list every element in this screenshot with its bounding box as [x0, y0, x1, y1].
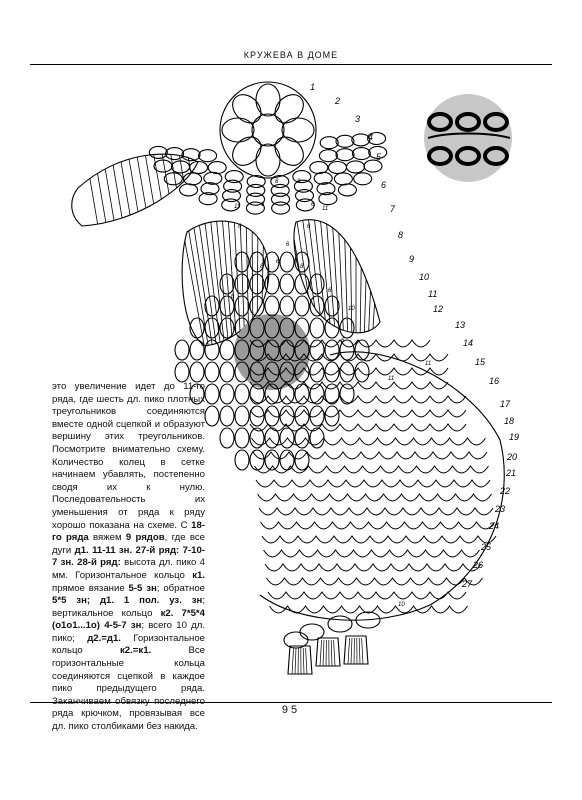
stitch-count-label: 11 [425, 361, 432, 367]
body-ring [205, 362, 219, 382]
net-scallop-row [261, 522, 495, 529]
body-ring [205, 406, 219, 426]
ring [319, 150, 337, 162]
flower-petal [256, 144, 280, 176]
row-number: 26 [473, 560, 484, 570]
body-text-run: ; обратное [156, 582, 205, 594]
stitch-count-label: 11 [388, 376, 395, 382]
feather-stroke [119, 150, 133, 232]
row-number: 17 [500, 399, 511, 409]
tassel-strand [331, 640, 332, 666]
wing-stroke [192, 215, 213, 350]
body-ring [220, 428, 234, 448]
row-number: 3 [355, 114, 361, 124]
stitch-count-label: 6 [286, 242, 290, 248]
net-scallop-row [262, 536, 496, 543]
tassel-strand [359, 638, 360, 664]
body-ring [310, 340, 324, 360]
tassel-strand [323, 640, 324, 666]
stitch-count-label: 6 [276, 259, 280, 265]
body-text-run: это увеличение идет до 11-го ряда, где шесть дл. пико плотных треугольников соединяются вместе одной сцепкой и образуют вершину этих треугольников. Посмотрите внимательно схему. Количество колец в сетке начинаем убавлять, постепенно сводя их к нулю. Последовательность их уменьшения от ряда к ряду хорошо показана на схеме. С [52, 381, 205, 531]
feather-stroke [136, 150, 150, 232]
body-ring [235, 384, 249, 404]
row-number: 7 [390, 204, 396, 214]
stitch-count-label: 10 [348, 306, 355, 312]
tassel-strand [348, 638, 350, 664]
body-ring [310, 296, 324, 316]
flower-outline [220, 82, 316, 178]
body-ring [325, 384, 339, 404]
net-scallop-row [256, 480, 490, 487]
ring [354, 173, 372, 185]
tassel-strand [351, 638, 352, 664]
net-scallop-row [250, 410, 466, 417]
row-number: 15 [475, 357, 486, 367]
row-number: 13 [455, 320, 466, 330]
body-ring [355, 362, 369, 382]
stitch-count-label: 6 [341, 338, 345, 344]
body-text-run: д1. 11-11 зн. 27-й ряд: 7-10-7 зн. 28-й ряд: [52, 544, 206, 569]
wing-stroke [320, 215, 332, 345]
body-ring [190, 318, 204, 338]
body-text-run: 9 рядов [125, 532, 165, 544]
body-text-run: 5-5 зн [128, 582, 157, 594]
ring [329, 162, 347, 174]
stitch-count-label: 8 [300, 264, 304, 270]
row-number: 10 [419, 272, 430, 282]
net-scallop-row [268, 592, 466, 599]
body-text-run: 18-го ряда [52, 519, 205, 544]
body-ring [235, 296, 249, 316]
tassel [288, 646, 312, 674]
row-number: 6 [381, 180, 387, 190]
feather-stroke [94, 150, 108, 232]
body-ring [310, 318, 324, 338]
stitch-count-label: 6 [238, 224, 242, 230]
flower-center [252, 114, 284, 146]
body-ring [190, 362, 204, 382]
wing-stroke [350, 215, 352, 345]
tassel [316, 638, 340, 666]
ring [336, 149, 354, 161]
tassel-strand [362, 638, 363, 664]
stitch-count-label: 8 [260, 264, 264, 270]
flower-petal [256, 84, 280, 116]
body-ring [310, 384, 324, 404]
ring [199, 150, 217, 162]
net-scallop-row [265, 564, 481, 571]
body-text-run: 5*5 зн; д1. 1 пол. уз. зн [52, 595, 203, 607]
row-number: 14 [463, 338, 474, 348]
body-ring [250, 450, 264, 470]
body-text-run: , где все дуги [52, 532, 205, 556]
ring [334, 173, 352, 185]
row-number: 5 [376, 152, 382, 162]
center-shade [234, 314, 310, 390]
body-text-run: Все горизонтальные кольца соединяются сцепкой в каждое пико предыдущего ряда. Заканчиваем обвязку последнего ряда крючком, провязывая все дл. пико столбиками без накида. [52, 645, 205, 733]
row-number: 2 [335, 96, 341, 106]
stitch-count-label: 8 [297, 179, 301, 185]
wing-stroke [372, 215, 380, 345]
stitch-count-label: 8 [275, 179, 279, 185]
stitch-count-label: 6 [307, 224, 311, 230]
body-ring [220, 340, 234, 360]
feather-stroke [153, 150, 167, 232]
net-scallop-row [264, 550, 480, 557]
body-ring [280, 450, 294, 470]
net-scallop-row [267, 578, 483, 585]
row-number: 23 [495, 504, 506, 514]
feather-stroke [170, 150, 184, 232]
feather-stroke [85, 150, 99, 232]
body-ring [205, 318, 219, 338]
ring [310, 162, 328, 174]
row-number: 1 [310, 82, 316, 92]
flower-petal [269, 131, 309, 171]
row-number: 21 [506, 468, 517, 478]
flower-petal [227, 131, 267, 171]
footer-rule [30, 702, 552, 703]
wing-stroke [360, 215, 362, 345]
flower-petal [269, 89, 309, 129]
body-ring [235, 450, 249, 470]
wing-stroke [344, 215, 348, 345]
row-number: 12 [433, 304, 444, 314]
tassel-strand [295, 648, 296, 674]
page-number: 95 [281, 704, 301, 716]
row-number: 27 [462, 579, 473, 589]
stitch-count-label: 6 [201, 342, 205, 348]
body-ring [175, 340, 189, 360]
body-text [52, 381, 205, 734]
net-scallop-row [253, 452, 487, 459]
body-ring [250, 384, 264, 404]
row-number: 22 [500, 486, 511, 496]
stitch-count-label: 6 [231, 294, 235, 300]
body-text-run: Горизонтальное кольцо [52, 632, 205, 657]
body-text-run: к1. [192, 569, 205, 581]
tassel-strand [303, 648, 304, 674]
ring [166, 148, 184, 160]
tassel-strand [292, 648, 294, 674]
ring [272, 202, 290, 214]
ring [208, 162, 226, 174]
ring [347, 161, 365, 173]
body-ring [325, 340, 339, 360]
tassel-strand [334, 640, 335, 666]
body-ring [265, 296, 279, 316]
body-text-run: высота дл. пико 4 мм. Горизонтальное кольцо [52, 557, 205, 581]
tassel [344, 636, 368, 664]
bottom-ring [328, 616, 352, 632]
body-ring [250, 274, 264, 294]
body-ring [325, 296, 339, 316]
ring [338, 184, 356, 196]
row-number: 20 [507, 452, 518, 462]
net-scallop-row [258, 494, 492, 501]
body-ring [235, 406, 249, 426]
body-text-run: ; всего 10 дл. пико; [52, 620, 205, 644]
row-number: 11 [428, 289, 438, 299]
ring [180, 184, 198, 196]
body-ring [295, 406, 309, 426]
body-ring [280, 274, 294, 294]
body-ring [235, 428, 249, 448]
wing-stroke [326, 215, 336, 345]
body-ring [175, 362, 189, 382]
header-title: КРУЖЕВА В ДОМЕ [243, 50, 339, 60]
body-ring [340, 384, 354, 404]
body-ring [205, 384, 219, 404]
body-ring [295, 296, 309, 316]
body-text-run: к2. 7*5*4 (о1о1...1о) 4-5-7 зн [52, 607, 205, 632]
body-text-run: к2.=к1. [120, 645, 152, 657]
row-number: 16 [489, 376, 500, 386]
ring [320, 137, 338, 149]
body-text-run: прямое вязание [52, 582, 129, 594]
body-ring [265, 406, 279, 426]
body-text-run: ; вертикальное кольцо [52, 595, 205, 619]
flower-petal [222, 118, 254, 142]
ring [149, 146, 167, 158]
row-number: 24 [489, 521, 500, 531]
stitch-count-label: 11 [322, 206, 329, 212]
stitch-count-label: 6 [328, 288, 332, 294]
body-ring [295, 384, 309, 404]
net-scallop-row [252, 438, 486, 445]
feather-stroke [128, 150, 142, 232]
row-number: 19 [509, 432, 520, 442]
body-text-run: д2.=д1. [87, 632, 121, 644]
body-ring [220, 362, 234, 382]
stitch-count-label: 10 [398, 602, 405, 608]
ring [336, 135, 354, 147]
tassel-strand [320, 640, 322, 666]
body-ring [220, 406, 234, 426]
body-ring [355, 340, 369, 360]
row-number: 4 [368, 132, 374, 142]
flower-petal [227, 89, 267, 129]
body-ring [340, 362, 354, 382]
row-number: 25 [481, 542, 492, 552]
feather-stroke [102, 150, 116, 232]
row-number: 18 [504, 416, 515, 426]
inset-photo-circle [424, 94, 512, 182]
net-scallop-row [259, 508, 493, 515]
wing-stroke [222, 215, 233, 350]
row-number: 8 [398, 230, 404, 240]
body-ring [280, 296, 294, 316]
body-ring [310, 362, 324, 382]
tassel-strand [306, 648, 307, 674]
ring [352, 148, 370, 160]
stitch-count-label: 6 [261, 202, 265, 208]
wing-stroke [364, 215, 368, 345]
row-number: 9 [409, 254, 415, 264]
stitch-count-label: 11 [234, 204, 241, 210]
body-ring [220, 384, 234, 404]
flower-petal [282, 118, 314, 142]
body-ring [280, 252, 294, 272]
stitch-count-label: 6 [311, 202, 315, 208]
body-text-run: вяжем [88, 532, 126, 544]
